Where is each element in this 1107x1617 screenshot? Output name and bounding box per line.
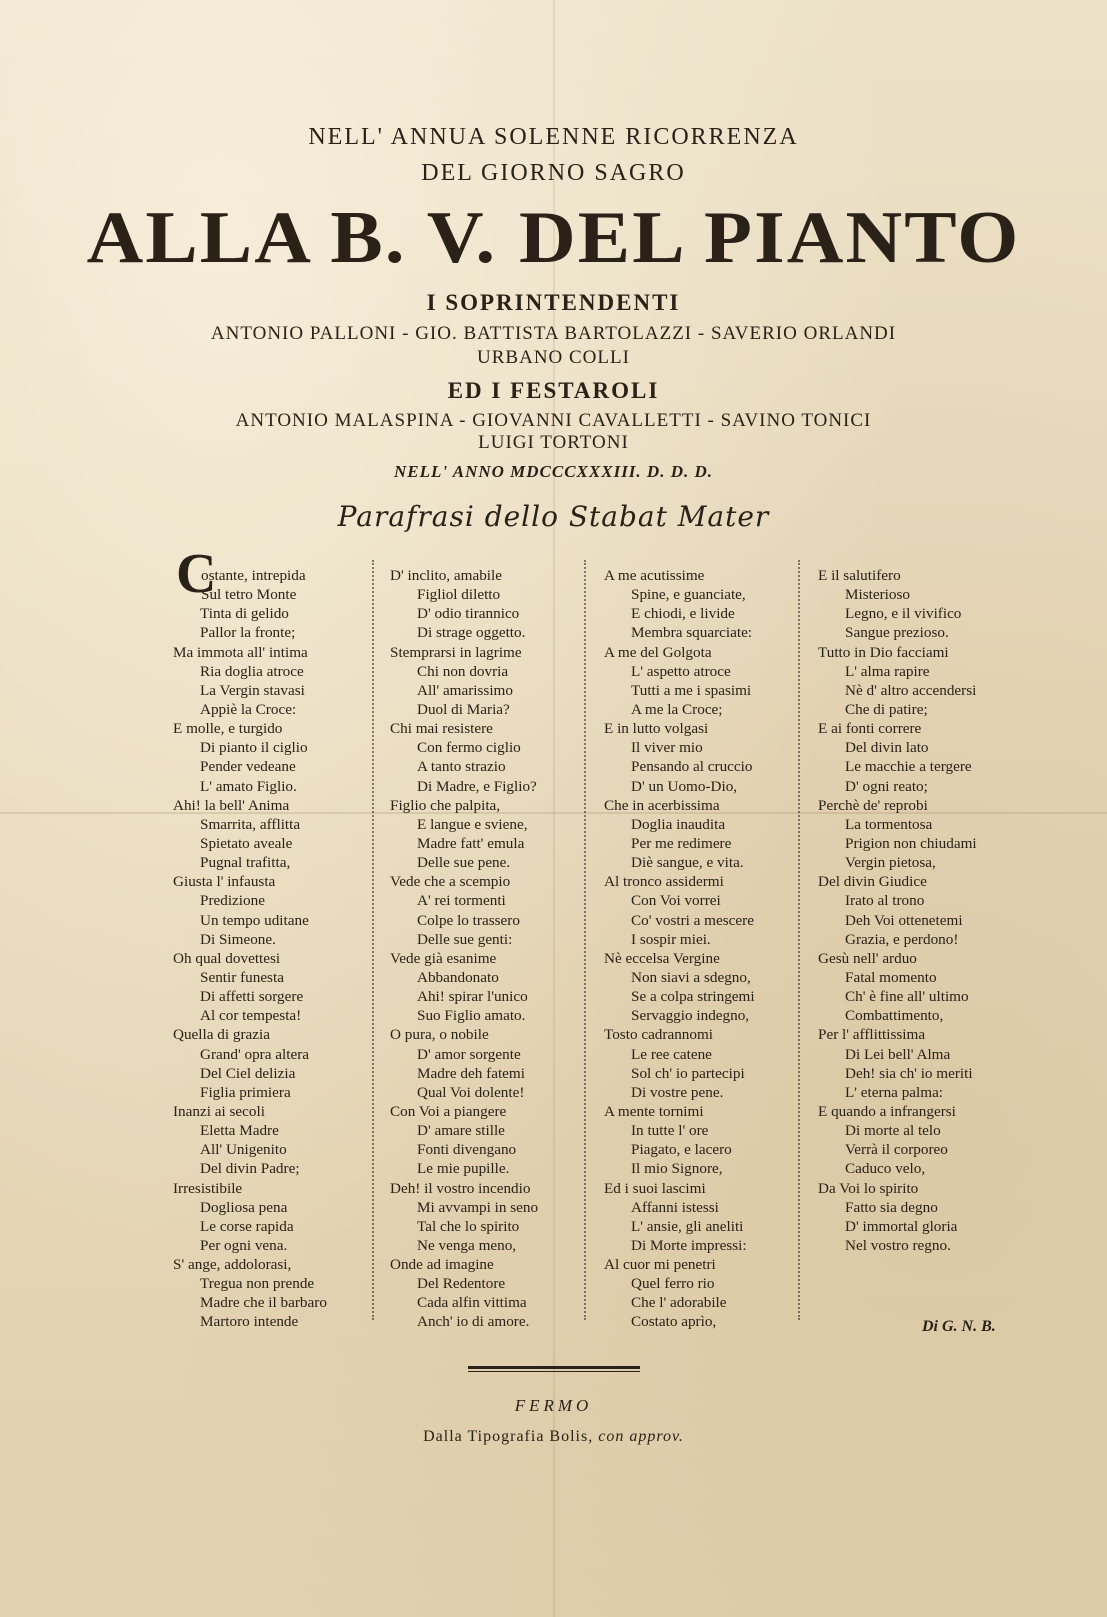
poem-line: Con fermo ciglio xyxy=(417,739,521,757)
footer-rule xyxy=(468,1371,640,1372)
poem-line: Deh! il vostro incendio xyxy=(390,1179,531,1197)
poem-line: Di morte al telo xyxy=(845,1122,941,1140)
poem-line: La tormentosa xyxy=(845,815,933,833)
poem-line: D' amor sorgente xyxy=(417,1045,521,1063)
poem-line: Del divin Padre; xyxy=(200,1160,300,1178)
poem-line: Anch' io di amore. xyxy=(417,1313,530,1331)
poem-line: Nel vostro regno. xyxy=(845,1236,951,1254)
printer-line xyxy=(0,1428,1107,1446)
poem-line: Grazia, e perdono! xyxy=(845,930,959,948)
poem-line: Delle sue genti: xyxy=(417,930,513,948)
poem-line: Sul tetro Monte xyxy=(201,586,297,604)
festaroli-heading: ED I FESTAROLI xyxy=(447,378,660,403)
poem-line: A me acutissime xyxy=(604,567,705,584)
poem-line: L' amato Figlio. xyxy=(200,777,297,795)
poem-line: Martoro intende xyxy=(200,1313,299,1331)
poem-line: Oh qual dovettesi xyxy=(173,949,281,967)
poem-line: Figlia primiera xyxy=(200,1083,291,1101)
poem-line: L' alma rapire xyxy=(845,662,930,680)
poem-line: Madre fatt' emula xyxy=(417,834,525,852)
poem-line: E molle, e turgido xyxy=(173,720,283,738)
poem-line: Un tempo uditane xyxy=(200,911,309,929)
festaroli-names-2: LUIGI TORTONI xyxy=(478,432,629,453)
poem-column-3 xyxy=(604,566,755,1332)
approval-note: con approv. xyxy=(598,1428,684,1445)
poem-line: Di affetti sorgere xyxy=(200,988,304,1006)
poem-line: Spine, e guanciate, xyxy=(631,586,746,604)
poem-line: Irresistibile xyxy=(173,1179,243,1197)
poem-line: Figlio che palpita, xyxy=(390,796,501,814)
poem-title: Parafrasi dello Stabat Mater xyxy=(337,500,770,533)
poem-line: Con Voi a piangere xyxy=(390,1102,507,1120)
poem-line: La Vergin stavasi xyxy=(200,681,305,699)
poem-line: Misterioso xyxy=(845,586,910,604)
poem-line: E il salutifero xyxy=(818,567,901,584)
poem-line: Del Ciel delizia xyxy=(200,1064,296,1082)
poem-line: E quando a infrangersi xyxy=(818,1102,956,1120)
poem-line: Verrà il corporeo xyxy=(845,1141,948,1159)
poem-line: Deh Voi ottenetemi xyxy=(845,911,963,929)
poem-line: Spietato aveale xyxy=(200,834,293,852)
poem-line: Pender vedeane xyxy=(200,758,296,776)
poem-line: Ria doglia atroce xyxy=(200,662,304,680)
poem-line: Le ree catene xyxy=(631,1045,712,1063)
poem-line: A' rei tormenti xyxy=(417,892,506,910)
author-signature: Di G. N. B. xyxy=(922,1318,996,1335)
poem-column-1 xyxy=(173,566,327,1332)
poem-line: Ed i suoi lascimi xyxy=(604,1179,706,1197)
poem-line: Onde ad imagine xyxy=(390,1256,494,1274)
poem-line: Caduco velo, xyxy=(845,1160,926,1178)
poem-line: Pallor la fronte; xyxy=(200,624,296,642)
poem-line: Di Morte impressi: xyxy=(631,1236,747,1254)
poem-line: Pugnal trafitta, xyxy=(200,854,291,872)
poem-line: Di vostre pene. xyxy=(631,1083,724,1101)
poem-line: Delle sue pene. xyxy=(417,854,511,872)
poem-line: Per l' afflittissima xyxy=(818,1026,926,1044)
poem-line: D' amare stille xyxy=(417,1122,505,1140)
poem-line: Eletta Madre xyxy=(200,1122,279,1140)
poem-line: Vergin pietosa, xyxy=(845,854,936,872)
poem-line: All' Unigenito xyxy=(200,1141,287,1159)
poem-line: Non siavi a sdegno, xyxy=(631,968,751,986)
poem-line: Abbandonato xyxy=(417,968,499,986)
poem-line: Tinta di gelido xyxy=(200,605,289,623)
poem-line: Predizione xyxy=(200,892,265,910)
poem-line: Sol ch' io partecipi xyxy=(631,1064,745,1082)
poem-line: A me del Golgota xyxy=(604,643,712,661)
year-line: NELL' ANNO MDCCCXXXIII. D. D. D. xyxy=(394,462,713,481)
poem-line: Stemprarsi in lagrime xyxy=(390,643,522,661)
poem-line: Grand' opra altera xyxy=(200,1045,309,1063)
poem-line: Di pianto il ciglio xyxy=(200,739,308,757)
poem-line: L' eterna palma: xyxy=(845,1083,944,1101)
drop-cap: C xyxy=(176,543,217,605)
poem-line: Vede già esanime xyxy=(390,949,497,967)
poem-line: Giusta l' infausta xyxy=(173,873,276,891)
poem-line: Se a colpa stringemi xyxy=(631,988,755,1006)
poem-line: O pura, o nobile xyxy=(390,1026,489,1044)
poem-line: Al cor tempesta! xyxy=(200,1007,302,1025)
poem-line: Ne venga meno, xyxy=(417,1236,517,1254)
poem-line: Al cuor mi penetri xyxy=(604,1256,716,1274)
poem-line: Affanni istessi xyxy=(631,1198,719,1216)
poem-line: E langue e sviene, xyxy=(417,815,528,833)
poem-line: Membra squarciate: xyxy=(631,624,753,642)
poem-line: Quella di grazia xyxy=(173,1026,270,1044)
column-separator xyxy=(372,560,382,1320)
poem-line: Di strage oggetto. xyxy=(417,624,526,642)
poem-line: Costato aprìo, xyxy=(631,1313,717,1331)
poem-line: Pensando al cruccio xyxy=(631,758,753,776)
poem-line: A mente tornimi xyxy=(604,1102,704,1120)
poem-line: Tutto in Dio facciami xyxy=(818,643,949,661)
poem-line: E ai fonti correre xyxy=(818,720,922,738)
poem-line: Vede che a scempio xyxy=(390,873,511,891)
poem-line: S' ange, addolorasi, xyxy=(173,1256,292,1274)
poem-line: Irato al trono xyxy=(845,892,925,910)
poem-line: L' aspetto atroce xyxy=(631,662,731,680)
poem-line: Le macchie a tergere xyxy=(845,758,972,776)
poem-line: Sangue prezioso. xyxy=(845,624,949,642)
print-place: FERMO xyxy=(514,1396,593,1415)
poem-line: A tanto strazio xyxy=(417,758,506,776)
poem-line: Nè eccelsa Vergine xyxy=(604,949,720,967)
poem-column-2 xyxy=(390,566,538,1332)
poem-line: Diè sangue, e vita. xyxy=(631,854,744,872)
poem-line: I sospir miei. xyxy=(631,930,711,948)
poem-line: Inanzi ai secoli xyxy=(173,1102,265,1120)
poem-line: Da Voi lo spirito xyxy=(818,1179,919,1197)
page-title: ALLA B. V. DEL PIANTO xyxy=(86,197,1021,279)
poem-line: Al tronco assidermi xyxy=(604,873,724,891)
poem-line: Figliol diletto xyxy=(417,586,501,604)
poem-line: Il mio Signore, xyxy=(631,1160,723,1178)
poem-line: Le corse rapida xyxy=(200,1217,294,1235)
poem-line: Cada alfin vittima xyxy=(417,1294,527,1312)
poem-line: Combattimento, xyxy=(845,1007,944,1025)
poem-line: In tutte l' ore xyxy=(631,1122,709,1140)
poem-line: Fonti divengano xyxy=(417,1141,517,1159)
poem-line: Di Simeone. xyxy=(200,930,276,948)
poem-line: D' odio tirannico xyxy=(417,605,520,623)
poem-line: Suo Figlio amato. xyxy=(417,1007,526,1025)
poem-line: Mi avvampi in seno xyxy=(417,1198,539,1216)
soprintendenti-heading: I SOPRINTENDENTI xyxy=(426,290,681,315)
poem-line: D' immortal gloria xyxy=(845,1217,958,1235)
poem-line: Per ogni vena. xyxy=(200,1236,288,1254)
poem-line: D' inclito, amabile xyxy=(390,567,502,584)
poem-line: Deh! sia ch' io meriti xyxy=(845,1064,973,1082)
header-line-1: NELL' ANNUA SOLENNE RICORRENZA xyxy=(308,124,799,150)
poem-line: Tutti a me i spasimi xyxy=(631,681,752,699)
poem-line: E in lutto volgasi xyxy=(604,720,709,738)
poem-line: A me la Croce; xyxy=(631,700,723,718)
poem-line: Ahi! spirar l'unico xyxy=(417,988,528,1006)
poem-column-4 xyxy=(818,566,977,1255)
poem-line: L' ansie, gli aneliti xyxy=(631,1217,744,1235)
poem-line: Quel ferro rio xyxy=(631,1275,715,1293)
poem-line: Di Madre, e Figlio? xyxy=(417,777,537,795)
poem-line: Fatto sia degno xyxy=(845,1198,938,1216)
column-separator xyxy=(798,560,808,1320)
festaroli-names: ANTONIO MALASPINA - GIOVANNI CAVALLETTI - SAVINO TONICI xyxy=(235,410,872,431)
poem-line: Prigion non chiudami xyxy=(845,834,977,852)
header-line-2: DEL GIORNO SAGRO xyxy=(421,160,686,186)
poem-line: Madre che il barbaro xyxy=(200,1294,327,1312)
poem-line: Gesù nell' arduo xyxy=(818,949,917,967)
poem-line: Il viver mio xyxy=(631,739,703,757)
poem-line: Del divin Giudice xyxy=(818,873,927,891)
poem-line: Con Voi vorrei xyxy=(631,892,721,910)
poem-line: Ma immota all' intima xyxy=(173,643,308,661)
poem-line: Colpe lo trassero xyxy=(417,911,520,929)
printer-name: Dalla Tipografia Bolis, xyxy=(423,1428,594,1445)
poem-line: Tosto cadrannomi xyxy=(604,1026,714,1044)
poem-line: Del Redentore xyxy=(417,1275,506,1293)
poem-line: ostante, intrepida xyxy=(201,567,306,584)
poem-line: Piagato, e lacero xyxy=(631,1141,732,1159)
poem-line: Del divin lato xyxy=(845,739,929,757)
soprintendenti-names-2: URBANO COLLI xyxy=(477,347,630,368)
poem-line: Perchè de' reprobi xyxy=(818,796,928,814)
poem-line: Sentir funesta xyxy=(200,968,284,986)
poem-line: Che in acerbissima xyxy=(604,796,720,814)
soprintendenti-names: ANTONIO PALLONI - GIO. BATTISTA BARTOLAZZI - SAVERIO ORLANDI xyxy=(210,323,897,344)
poem-line: Servaggio indegno, xyxy=(631,1007,750,1025)
poem-line: All' amarissimo xyxy=(417,681,513,699)
poem-line: Ch' è fine all' ultimo xyxy=(845,988,969,1006)
poem-line: Fatal momento xyxy=(845,968,937,986)
poem-line: Nè d' altro accendersi xyxy=(845,681,977,699)
poem-line: Dogliosa pena xyxy=(200,1198,288,1216)
poem-line: Doglia inaudita xyxy=(631,815,726,833)
poem-line: Ahi! la bell' Anima xyxy=(173,796,290,814)
poem-line: Di Lei bell' Alma xyxy=(845,1045,951,1063)
poem-line: Le mie pupille. xyxy=(417,1160,510,1178)
poem-line: Per me redimere xyxy=(631,834,732,852)
poem-line: Duol di Maria? xyxy=(417,700,510,718)
footer-rule xyxy=(468,1366,640,1369)
poem-line: E chiodi, e livide xyxy=(631,605,735,623)
poem-line: D' un Uomo-Dio, xyxy=(631,777,738,795)
poem-line: Smarrita, afflitta xyxy=(200,815,301,833)
poem-line: Che l' adorabile xyxy=(631,1294,727,1312)
poem-line: Tregua non prende xyxy=(200,1275,315,1293)
poem-line: Qual Voi dolente! xyxy=(417,1083,525,1101)
poem-line: Madre deh fatemi xyxy=(417,1064,525,1082)
poem-line: Chi mai resistere xyxy=(390,720,493,738)
column-separator xyxy=(584,560,594,1320)
poem-line: Appiè la Croce: xyxy=(200,700,297,718)
poem-line: Co' vostri a mescere xyxy=(631,911,754,929)
poem-line: D' ogni reato; xyxy=(845,777,928,795)
poem-line: Chi non dovria xyxy=(417,662,509,680)
poem-line: Tal che lo spirito xyxy=(417,1217,520,1235)
poem-line: Che di patire; xyxy=(845,700,928,718)
poem-line: Legno, e il vivifico xyxy=(845,605,962,623)
